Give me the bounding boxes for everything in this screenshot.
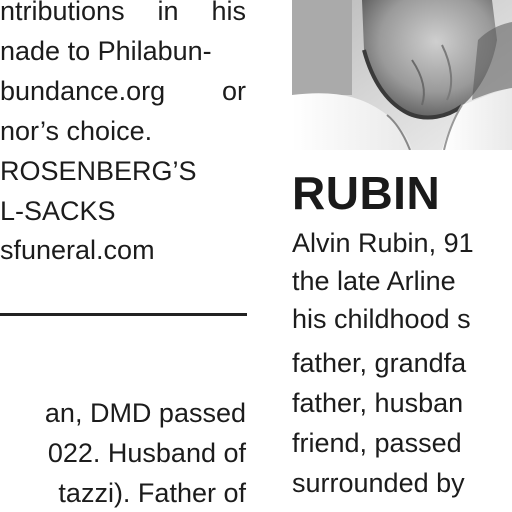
- left-text-line: bundance.org or: [0, 76, 246, 106]
- left-text-line: sfuneral.com: [0, 235, 155, 265]
- left-text-line: L-SACKS: [0, 196, 116, 226]
- portrait-photo: [292, 0, 512, 150]
- left-text-line: an, DMD passed: [44, 398, 246, 428]
- right-text-line: father, husban: [292, 388, 464, 418]
- right-text-line: the late Arline: [292, 266, 456, 296]
- obituary-name-heading: RUBIN: [292, 167, 441, 219]
- right-text-line: father, grandfa: [292, 348, 467, 378]
- section-divider: [0, 313, 247, 316]
- left-text-line: tazzi). Father of: [58, 478, 246, 508]
- left-text-line: ROSENBERG’S: [0, 156, 197, 186]
- left-text-line: ntributions in his: [0, 0, 246, 26]
- left-text-line: 022. Husband of: [47, 438, 246, 468]
- right-text-line: surrounded by: [292, 468, 465, 498]
- left-text-line: nor’s choice.: [0, 116, 153, 146]
- right-text-line: friend, passed: [292, 428, 462, 458]
- right-text-line: Alvin Rubin, 91: [292, 228, 474, 258]
- right-text-line: his childhood s: [292, 304, 471, 334]
- left-text-line: nade to Philabun-: [0, 36, 212, 66]
